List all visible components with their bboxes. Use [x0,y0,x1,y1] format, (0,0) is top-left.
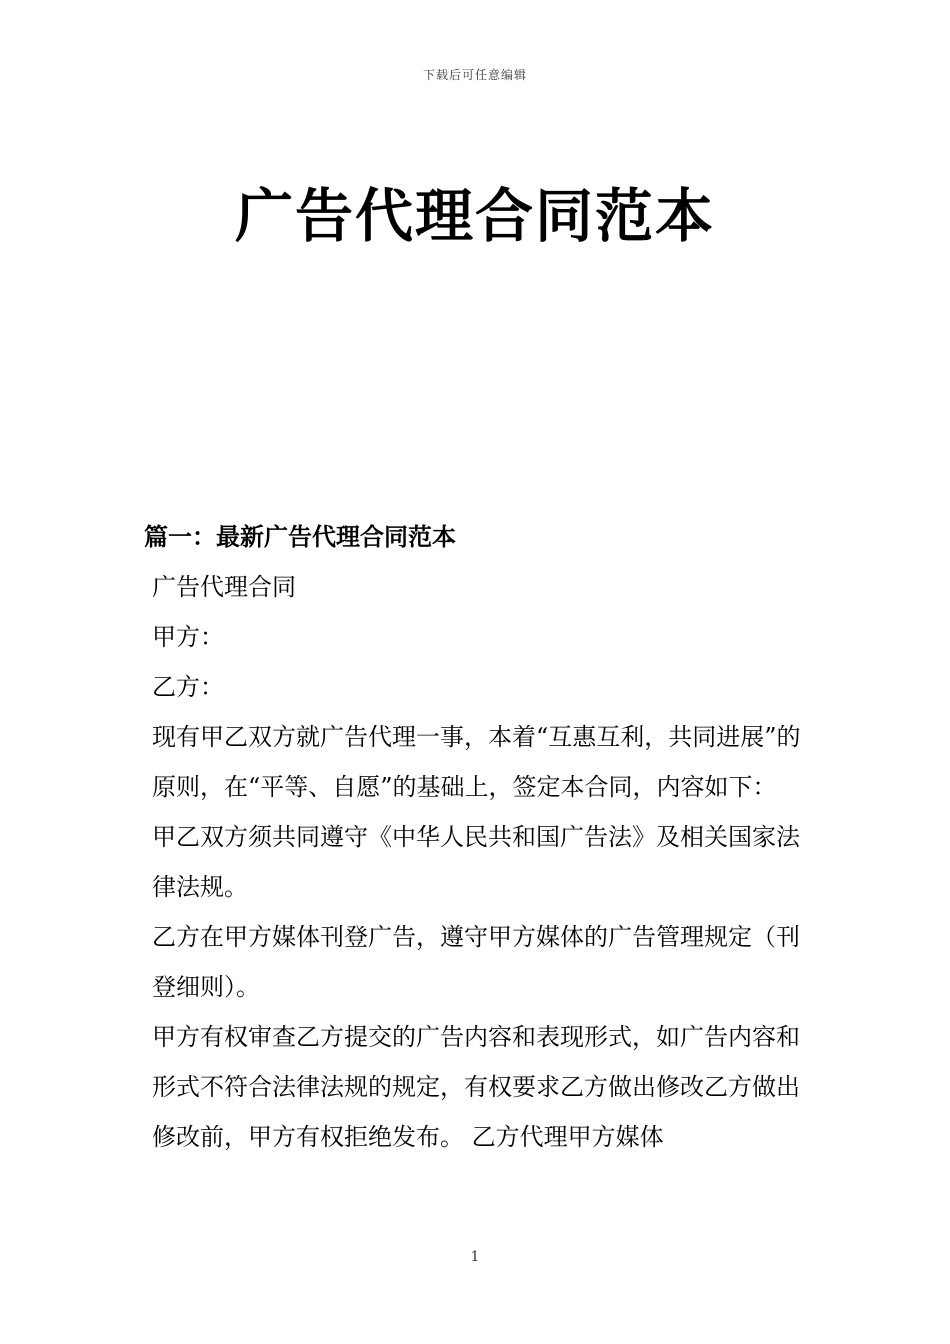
body-paragraph: 现有甲乙双方就广告代理一事，本着“互惠互利，共同进展”的原则，在“平等、自愿”的基础上，签定本合同，内容如下： [152,723,801,801]
section-heading: 篇一：最新广告代理合同范本 [144,522,456,551]
header-note: 下载后可任意编辑 [422,68,527,82]
party-b-label: 乙方： [152,673,224,701]
document-title: 广告代理合同范本 [234,182,715,250]
page-number: 1 [470,1249,480,1265]
party-a-label: 甲方： [152,623,224,651]
contract-name: 广告代理合同 [152,573,296,601]
body-paragraph: 甲乙双方须共同遵守《中华人民共和国广告法》及相关国家法律法规。 [152,823,800,901]
document-body [144,512,812,1162]
body-paragraph: 甲方有权审查乙方提交的广告内容和表现形式，如广告内容和形式不符合法律法规的规定，有权要求乙方做出修改乙方做出修改前，甲方有权拒绝发布。 乙方代理甲方媒体 [152,1023,800,1151]
body-paragraph: 乙方在甲方媒体刊登广告，遵守甲方媒体的广告管理规定（刊登细则）。 [152,923,800,1001]
